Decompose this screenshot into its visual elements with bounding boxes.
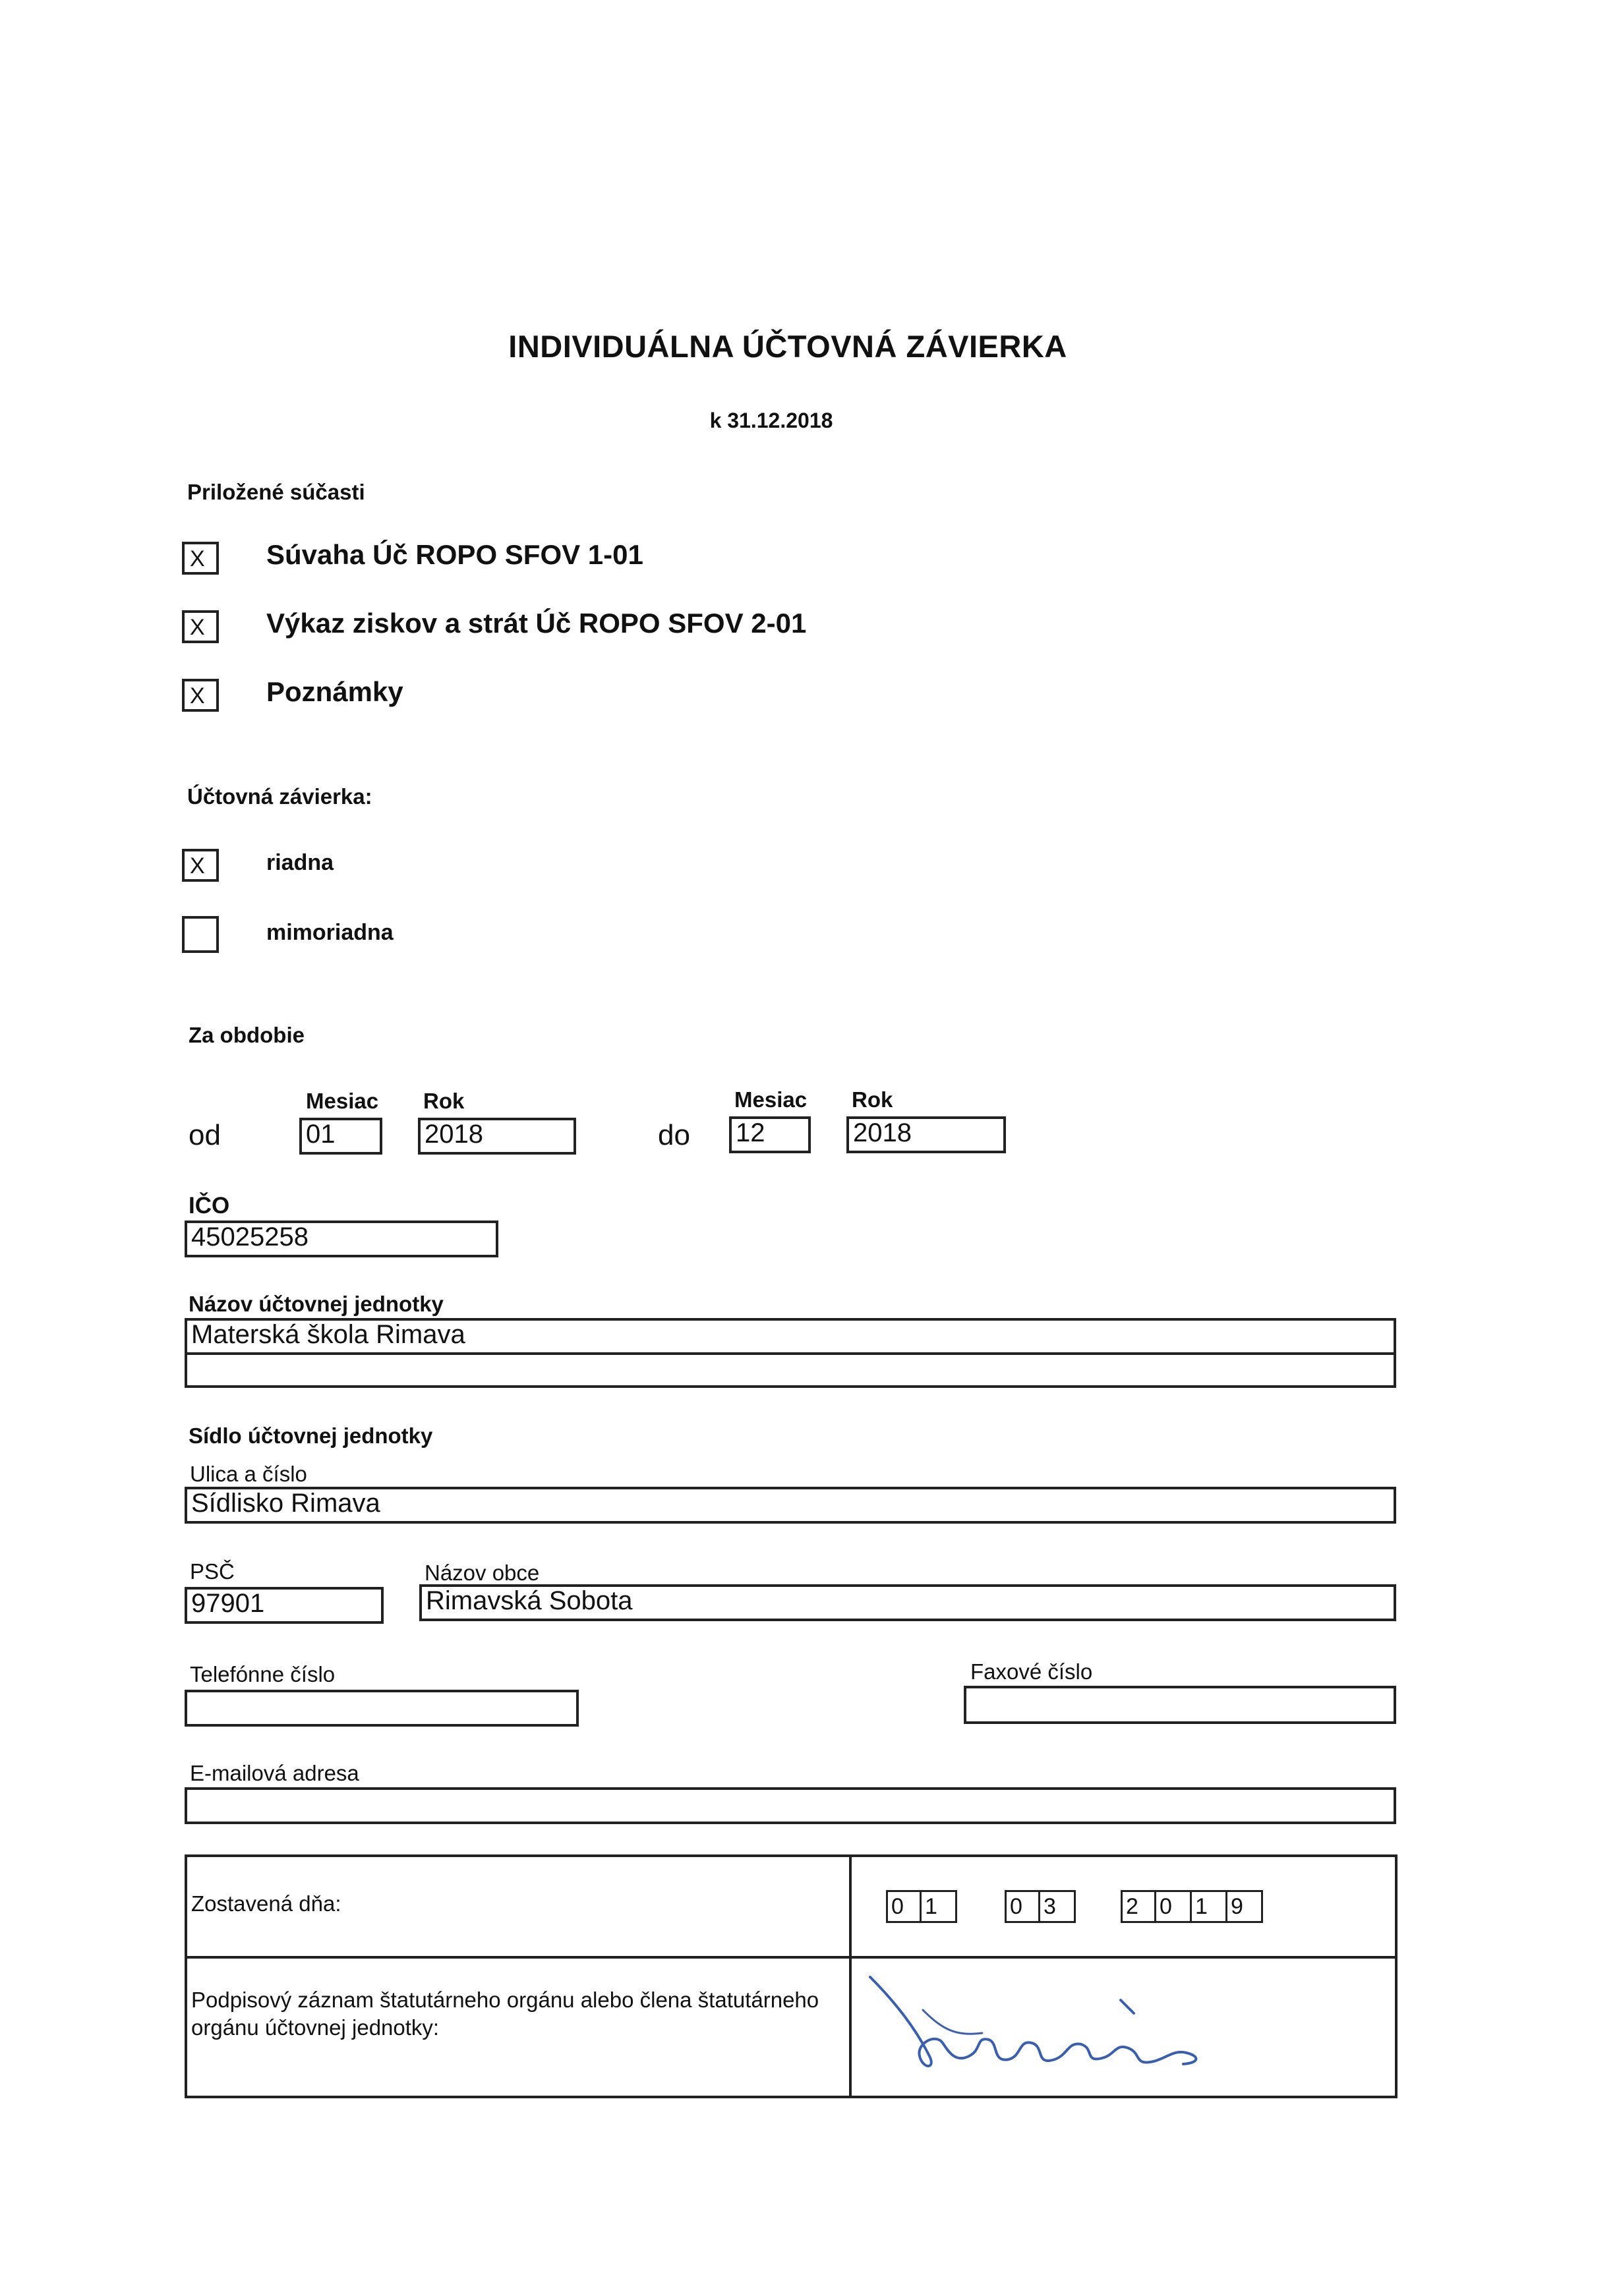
regular-label: riadna <box>266 850 334 875</box>
extraordinary-checkbox[interactable] <box>182 916 219 953</box>
email-field[interactable] <box>185 1787 1396 1824</box>
regular-checkbox[interactable]: X <box>182 849 219 882</box>
fax-field[interactable] <box>964 1686 1396 1724</box>
from-month-field[interactable]: 01 <box>299 1118 382 1155</box>
email-label: E-mailová adresa <box>190 1761 359 1785</box>
year-digit: 9 <box>1227 1890 1263 1923</box>
address-heading: Sídlo účtovnej jednotky <box>189 1423 433 1448</box>
from-label: od <box>189 1119 221 1151</box>
phone-label: Telefónne číslo <box>190 1662 336 1686</box>
closing-date: k 31.12.2018 <box>709 409 833 432</box>
fax-label: Faxové číslo <box>970 1659 1093 1684</box>
notes-label: Poznámky <box>266 676 403 707</box>
street-field[interactable]: Sídlisko Rimava <box>185 1487 1396 1524</box>
extraordinary-label: mimoriadna <box>266 920 394 945</box>
to-year-field[interactable]: 2018 <box>846 1116 1006 1153</box>
closing-type-heading: Účtovná závierka: <box>187 784 372 809</box>
ico-field[interactable]: 45025258 <box>185 1220 498 1257</box>
year-digit: 2 <box>1121 1890 1156 1923</box>
city-field[interactable]: Rimavská Sobota <box>419 1584 1396 1621</box>
year-digit: 1 <box>1192 1890 1227 1923</box>
table-divider-horizontal <box>185 1956 1398 1959</box>
compiled-date-label: Zostavená dňa: <box>191 1891 341 1916</box>
to-month-field[interactable]: 12 <box>729 1116 811 1153</box>
document-title: INDIVIDUÁLNA ÚČTOVNÁ ZÁVIERKA <box>508 329 1067 364</box>
from-year-label: Rok <box>423 1089 465 1113</box>
psc-label: PSČ <box>190 1559 235 1584</box>
from-month-label: Mesiac <box>306 1089 379 1113</box>
ico-label: IČO <box>189 1193 230 1219</box>
balance-sheet-checkbox[interactable]: X <box>182 542 219 575</box>
entity-name-field-line1[interactable]: Materská škola Rimava <box>185 1318 1396 1355</box>
compiled-year-field[interactable] <box>1121 1890 1263 1923</box>
to-label: do <box>658 1119 690 1151</box>
compiled-month-field[interactable] <box>1005 1890 1076 1923</box>
entity-name-field-line2[interactable] <box>185 1352 1396 1388</box>
handwritten-signature <box>857 1970 1226 2089</box>
to-year-label: Rok <box>852 1087 893 1112</box>
phone-field[interactable] <box>185 1690 579 1727</box>
street-label: Ulica a číslo <box>190 1462 307 1486</box>
compiled-day-field[interactable] <box>886 1890 957 1923</box>
income-statement-checkbox[interactable]: X <box>182 610 219 643</box>
year-digit: 0 <box>1156 1890 1192 1923</box>
month-digit: 0 <box>1005 1890 1040 1923</box>
day-digit: 1 <box>922 1890 957 1923</box>
notes-checkbox[interactable]: X <box>182 679 219 712</box>
attachments-heading: Priložené súčasti <box>187 480 365 504</box>
day-digit: 0 <box>886 1890 922 1923</box>
month-digit: 3 <box>1040 1890 1076 1923</box>
to-month-label: Mesiac <box>734 1087 808 1112</box>
table-divider-vertical <box>849 1854 852 2098</box>
income-statement-label: Výkaz ziskov a strát Úč ROPO SFOV 2-01 <box>266 608 807 639</box>
entity-name-label: Názov účtovnej jednotky <box>189 1292 444 1316</box>
balance-sheet-label: Súvaha Úč ROPO SFOV 1-01 <box>266 539 643 570</box>
psc-field[interactable]: 97901 <box>185 1587 384 1624</box>
city-label: Názov obce <box>425 1561 540 1585</box>
signature-label: Podpisový záznam štatutárneho orgánu alebo člena štatutárneho orgánu účtovnej jednotky: <box>191 1988 819 2040</box>
from-year-field[interactable]: 2018 <box>418 1118 576 1155</box>
period-heading: Za obdobie <box>189 1023 305 1047</box>
